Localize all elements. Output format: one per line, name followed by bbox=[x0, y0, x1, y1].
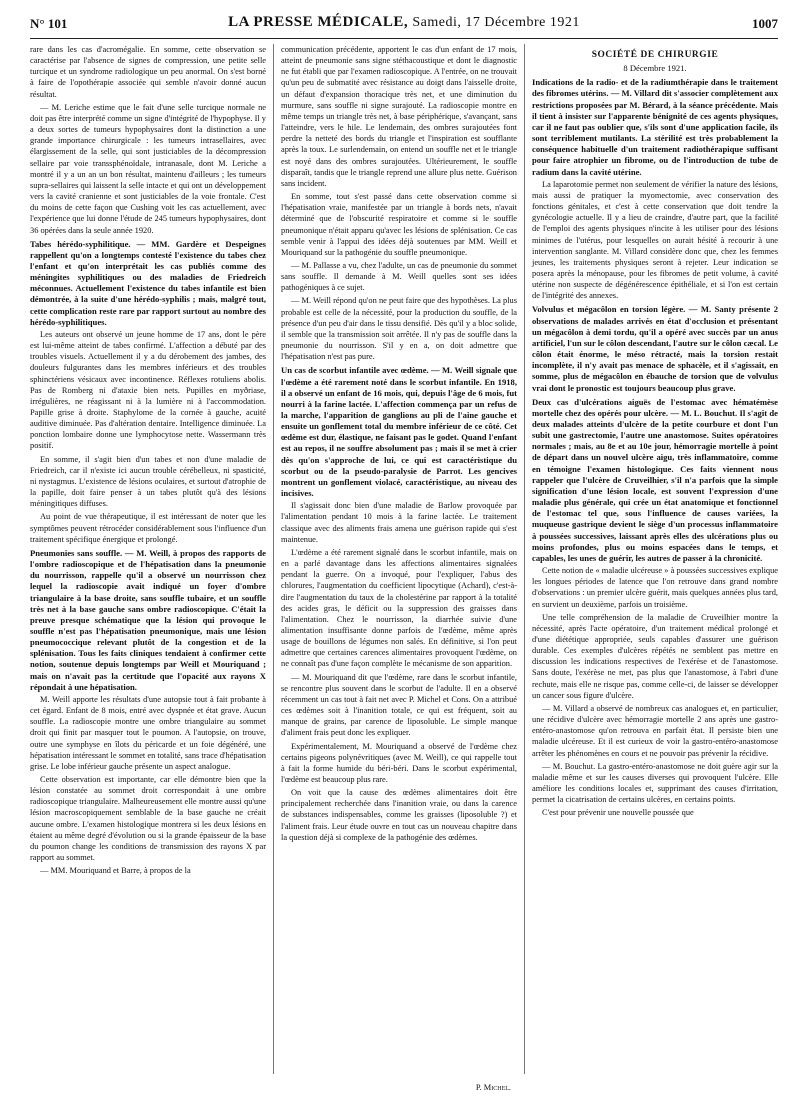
column-divider bbox=[273, 44, 274, 1074]
paragraph: C'est pour prévenir une nouvelle poussée que bbox=[542, 808, 694, 818]
paragraph: Au point de vue thérapeutique, il est intéressant de noter que les symptômes peuvent rétrocéder considérablement sous l'influence d'un traitement spécifique énergique et prolongé. bbox=[30, 512, 266, 544]
page-number-right: 1007 bbox=[752, 16, 778, 31]
paragraph: rare dans les cas d'acromégalie. En somme, cette observation se caractérise par l'absence de signes de compression, une petite selle turcique et un syndrome radiologique un peu anormal. On s'est borné à faire de l'opothérapie associée qui semble n'avoir donné aucun résultat. bbox=[30, 45, 266, 99]
page-number-left: N° 101 bbox=[30, 16, 68, 31]
paragraph: La laparotomie permet non seulement de vérifier la nature des lésions, mais aussi de pratiquer la myomectomie, avec conservation des fonctions génitales, et c'est à cette conservation que doit tendre la gynécologie actuelle. Il y a lieu de craindre, d'autre part, que la facilité de l'emploi des agents physiques n'incite à les utiliser pour des lésions minimes de l'utérus, pour lesquelles on aurait hésité à recourir à une intervention sanglante. M. Villard considère donc que, chez les femmes jeunes, les traitements physiques seront à rejeter. Leur indication se posera après la ménopause, pour les fibromes de petit volume, à cavité utérine non suspecte de dégénérescence épithéliale, et si l'on est certain de l'intégrité des annexes. bbox=[532, 179, 778, 301]
paragraph: M. Weill apporte les résultats d'une autopsie tout à fait probante à cet égard. Enfant de 8 mois, entré avec dyspnée et état grave. Aucun souffle. La radioscopie montre une ombre triangulaire au sommet droit qui finit par masquer tout le poumon. A l'autopsie, on trouve, outre une symphyse en îlots du péricarde et un foie dégénéré, une hépatisation intéressant le sommet en totalité, sans trace d'hépatisation grise. Le lobe inférieur gauche présente un aspect analogue. bbox=[30, 694, 266, 771]
section-heading-paragraph: Indications de la radio- et de la radiumthérapie dans le traitement des fibromes utérins. — M. Villard dit s'associer complètement aux restrictions proposées par M. Bérard, à la séance précédente. Mais il tient à insister sur l'apparente bénignité de ces agents physiques, car il ne faut pas oublier que, s'ils sont d'une application facile, ils sont terriblement mutilants. La stérilité est très probablement la conséquence habituelle d'un traitement radiothérapique suffisant pour faire atrophier un fibrome, ou de l'introduction de tube de radium dans la cavité utérine. bbox=[532, 77, 778, 177]
paragraph: — M. Villard a observé de nombreux cas analogues et, en particulier, une récidive d'ulcère avec hémorragie mortelle 2 ans après une gastro-entéro-anastomose qu'on retrouva en parfait état. Il persiste bien une maladie ulcéreuse. Et il est curieux de voir la gastro-entéro-anastomose arrêter les phénomènes en cours et ne pouvoir pas prévenir la récidive. bbox=[532, 703, 778, 758]
paragraph: communication précédente, apportent le cas d'un enfant de 17 mois, atteint de pneumonie sans signe stéthacoustique et dont le diagnostic ne fut établi que par l'examen radioscopique. A l'entrée, on ne trouvait qu'un peu de submatité avec résistance au doigt dans l'aisselle droite, un défaut d'expansion thoracique très net, et une diminution du murmure, sans souffle ni signe surajouté. La radioscopie montre en même temps un triangle très net, à base périphérique, s'avançant, sans l'atteindre, vers le hile. Le lendemain, des ombres surajoutées font perdre la netteté des bords du triangle et l'inspiration est soufflante après la toux. Le surlendemain, on entend un souffle net et le triangle est noyé dans des ombres surajoutées. Ultérieurement, le souffle disparaît, tandis que le triangle reprend une allure plus nette. Guérison sans incident. bbox=[281, 45, 517, 188]
paragraph: — M. Mouriquand dit que l'œdème, rare dans le scorbut infantile, se rencontre plus souvent dans le scorbut de l'adulte. Il en a observé récemment un cas tout à fait net avec P. Michel et Cons. On a attribué ces œdèmes soit à l'inanition totale, ce qui est fréquent, soit au manque de grains, par carence de liposoluble. Le simple manque d'aliment frais peut donc les expliquer. bbox=[281, 672, 517, 738]
paragraph: — M. Weill répond qu'on ne peut faire que des hypothèses. La plus probable est celle de la nécessité, pour la production du souffle, de la présence d'un peu d'air dans le tissu densifié. Dès qu'il y a bloc solide, il semble que la transmission soit arrêtée. Il n'y pas de souffle dans la pneumonie du nourrisson. S'il y en a, on doit admettre que l'hépatisation n'est pas pure. bbox=[281, 296, 517, 362]
section-heading-paragraph: Volvulus et mégacôlon en torsion légère. — M. Santy présente 2 observations de malades arrivés en état d'occlusion et présentant un mégacôlon à demi tordu, qu'il a opéré avec succès par un anus artificiel, l'un sur le côlon descendant, l'autre sur le côlon cæcal. Le côlon était énorme, le méso rétracté, mais la torsion restait incomplète, il n'y avait pas menace de sphacèle, et il s'agissait, en somme, plus de mégacôlon en ébauche de torsion que de volvulus vrai dont le pronostic est toujours beaucoup plus grave. bbox=[532, 304, 778, 393]
paragraph: Une telle compréhension de la maladie de Cruveilhier montre la nécessité, après l'acte opératoire, d'un traitement médical prolongé et d'une diététique appropriée, seuls capables d'assurer une guérison durable. Ces exemples d'ulcères répétés ne semblent pas mettre en discussion les indications respectives de l'exérèse et de l'anastomose. Sans doute, l'exérèse ne met, pas plus que l'anastomose, à l'abri d'une rechute, mais elle ne risque pas, comme celle-ci, de laisser se développer un cancer sous figure d'ulcère. bbox=[532, 612, 778, 700]
section-heading-paragraph: Tabes hérédo-syphilitique. — MM. Gardère et Despeignes rappellent qu'on a longtemps contesté l'existence du tabes chez l'enfant et qu'on interprétait les cas publiés comme des méningites syphilitiques ou des maladies de Friedreich méconnues. Actuellement l'existence du tabes infantile est bien démontrée, à la suite d'une hérédo-syphilis ; mais, malgré tout, cette complication reste rare par rapport surtout au nombre des hérédo-syphilitiques. bbox=[30, 238, 266, 327]
paragraph: Cette observation est importante, car elle démontre bien que la lésion constatée au sommet droit correspondait à une ombre radioscopique triangulaire. Malheureusement elle montre aussi qu'une lésion macroscopiquement semblable de la base gauche ne créait aucune ombre. L'examen histologique montrera si les deux lésions en étaient au même degré d'évolution ou si la grande épaisseur de la base du poumon change les conditions de transmission des rayons X par rapport au sommet. bbox=[30, 775, 266, 863]
paragraph: En somme, il s'agit bien d'un tabes et non d'une maladie de Friedreich, car il n'existe ici aucun trouble cérébelleux, ni spasticité, ni nystagmus. L'existence de lésions oculaires, et surtout d'atrophie de la papille, doit faire penser à un tabes plutôt qu'à des lésions méningitiques diffuses. bbox=[30, 454, 266, 509]
column-divider bbox=[524, 44, 525, 1074]
paragraph: Expérimentalement, M. Mouriquand a observé de l'œdème chez certains pigeons polynévritiques (avec M. Weill), ce qui rappelle tout à fait la forme humide du béri-béri. Dans le scorbut expérimental, l'œdème est beaucoup plus rare. bbox=[281, 741, 517, 784]
paragraph: En somme, tout s'est passé dans cette observation comme si l'hépatisation vraie, manifestée par un triangle à bords nets, n'avait déterminé que de l'obscurité respiratoire et comme si le souffle pneumonique n'était apparu qu'avec les lésions de splénisation. Ce cas semble venir à l'appui des idées déjà soutenues par MM. Weill et Mouriquand sur la pathogénie du souffle pneumonique. bbox=[281, 192, 517, 257]
session-date: 8 Décembre 1921. bbox=[623, 63, 687, 74]
section-heading-paragraph: Pneumonies sans souffle. — M. Weill, à propos des rapports de l'ombre radioscopique et de l'hépatisation dans la pneumonie du nourrisson, rappelle qu'il a observé un nourrisson chez lequel la radioscopie avait indiqué un foyer d'ombre triangulaire à la base droite, sans souffle tubaire, et un souffle très net à la base gauche sans ombre radioscopique. C'était la preuve presque schématique que la lésion qui provoque le souffle n'est pas l'hépatisation pneumonique, mais une lésion pneumococcique relevant plutôt de la congestion et de la splénisation. Tous les faits cliniques tendaient à confirmer cette notion, soutenue depuis longtemps par Weill et Mouriquand ; mais on n'avait pas la certitude que l'opacité aux rayons X répondait à une hépatisation. bbox=[30, 547, 266, 692]
signature: P. Michel. bbox=[475, 1083, 511, 1092]
journal-title-line bbox=[30, 14, 778, 31]
paragraph: — M. Pallasse a vu, chez l'adulte, un cas de pneumonie du sommet sans souffle. Il demande à M. Weill quelles sont ses idées pathogéniques à ce sujet. bbox=[281, 260, 517, 293]
paragraph: L'œdème a été rarement signalé dans le scorbut infantile, mais on en a parlé davantage dans les affections alimentaires signalées pendant la guerre. On a invoqué, pour l'expliquer, l'abus des chlorures, l'augmentation du coefficient lipocytique (Achard), c'est-à-dire l'augmentation du taux de la cholestérine par rapport à la totalité des acides gras, le déficit ou la suppression des graisses dans l'alimentation. Chez le nourrisson, la diarrhée suivie d'une alimentation insuffisante donne parfois de l'œdème, même après usage de bouillons de légumes non salés. En définitive, si l'on peut admettre que certaines carences alimentaires provoquent l'œdème, on ne connaît pas d'une façon complète le mécanisme de son apparition. bbox=[281, 547, 517, 669]
paragraph: On voit que la cause des œdèmes alimentaires doit être principalement recherchée dans l'inanition vraie, ou dans la carence de substances indispensables, comme les graisses (liposoluble ?) et l'aliment frais. Leur étude ouvre en tout cas un nouveau chapitre dans la question déjà si complexe de la pathogénie des œdèmes. bbox=[281, 788, 517, 842]
society-heading: SOCIÉTÉ DE CHIRURGIE bbox=[591, 50, 719, 60]
column-1 bbox=[30, 44, 266, 1076]
section-heading-paragraph: Deux cas d'ulcérations aiguës de l'estomac avec hématémèse mortelle chez des opérés pour ulcère. — M. L. Bouchut. Il s'agit de deux malades atteints d'ulcère de la petite courbure et dont l'un subit une gastrectomie, l'autre une anastomose. Suites opératoires normales ; mais, au 8e et au 10e jour, hémorragie mortelle à point de départ dans un nouvel ulcère aigu, très inflammatoire, comme en témoigne l'examen histologique. Ces faits viennent nous rappeler que l'ulcère de Cruveilhier, s'il n'a parfois que la simple signification d'une lésion locale, est souvent l'expression d'une maladie plus générale, qui crée un état anatomique et fonctionnel de l'estomac tel que, sous l'influence de causes variées, la muqueuse gastrique devient le siège d'un processus inflammatoire à poussées successives, laissant après elles des ulcérations plus ou moins profondes, plus ou moins espacées dans le temps, et capables, les unes de guérir, les autres de passer à la chronicité. bbox=[532, 396, 778, 563]
page-header bbox=[30, 14, 778, 36]
paragraph: — M. Leriche estime que le fait d'une selle turcique normale ne doit pas être interprété comme un signe d'intégrité de l'hypophyse. Il y a deux sortes de tumeurs hypophysaires dont la distinction a une grande importance chirurgicale : les tumeurs intrasellaires, avec élargissement de la selle, qui sont justiciables de la décompression sellaire par voie transsphénoïdale, intranasale, dont M. Leriche a montré il y a un an un bon résultat, maintenu d'ailleurs ; les tumeurs supra-sellaires qui laissent la selle intacte et qui ont un développement vers la cavité cranienne et sont justiciables de la voie frontale. C'est du moins de cette façon que Cushing voit les cas actuellement, avec l'expérience que lui donne l'étude de 245 tumeurs hypophysaires, dont 36 opérées dans la seule année 1920. bbox=[30, 102, 266, 235]
paragraph: Il s'agissait donc bien d'une maladie de Barlow provoquée par l'alimentation pendant 10 mois à la farine lactée. Le traitement classique avec des aliments frais amena une guérison rapide qui s'est maintenue. bbox=[281, 501, 517, 544]
paragraph: Les auteurs ont observé un jeune homme de 17 ans, dont le père est lui-même atteint de tabes confirmé. L'affection a débuté par des troubles visuels. Actuellement il y a du dérobement des jambes, des douleurs fulgurantes dans les membres inférieurs et des troubles sphinctériens vésicaux avec incontinence. Réflexes rotuliens abolis. Pas de Romberg ni d'ataxie bien nets. Pupilles en myðriase, irrégulières, ne réagissant ni à la lumière ni à l'accommodation. Papille grise à droite. Staphylome de la cornée à gauche, acuité auditive diminuée. Pas d'altération dentaire. Intelligence diminuée. La ponction lombaire donne une lymphocytose nette. Wassermann très positif. bbox=[30, 329, 266, 451]
column-2 bbox=[281, 44, 517, 1092]
paragraph: — MM. Mouriquand et Barre, à propos de la bbox=[40, 866, 191, 876]
journal-title: LA PRESSE MÉDICALE, bbox=[228, 14, 409, 30]
column-3 bbox=[532, 44, 778, 1076]
section-heading-paragraph: Un cas de scorbut infantile avec œdème. — M. Weill signale que l'œdème a été rarement noté dans le scorbut infantile. En 1918, il a observé un enfant de 16 mois, qui, depuis l'âge de 6 mois, fut nourri à la farine lactée. L'affection commença par un refus de la marche, l'apparition de ganglions au pli de l'aine gauche et ensuite un gonflement total du membre inférieur de ce côté. Cet œdème est dur, élastique, ne faisant pas le godet. Quand l'enfant est au repos, il ne souffre absolument pas ; mais il se met à crier dès qu'on s'approche de lui, ce qui est caractéristique du scorbut ou de la pseudo-paralysie de Parrot. Les gencives montrent un gonflement violacé, caractéristique, au niveau des incisives. bbox=[281, 365, 517, 499]
paragraph: — M. Bouchut. La gastro-entéro-anastomose ne doit guère agir sur la maladie même et sur les causes diverses qui provoquent l'ulcère. Elle améliore les conditions locales et, supprimant des causes d'irritation, permet la cicatrisation de certains ulcères, en certains points. bbox=[532, 761, 778, 805]
header-rule bbox=[30, 38, 778, 39]
issue-date: Samedi, 17 Décembre 1921 bbox=[412, 15, 580, 30]
paragraph: Cette notion de « maladie ulcéreuse » à poussées successives explique les longues périodes de latence que l'on retrouve dans grand nombre d'observations : un premier ulcère guérit, mais quelques années plus tard, en survient un deuxième, parfois un troisième. bbox=[532, 566, 778, 609]
